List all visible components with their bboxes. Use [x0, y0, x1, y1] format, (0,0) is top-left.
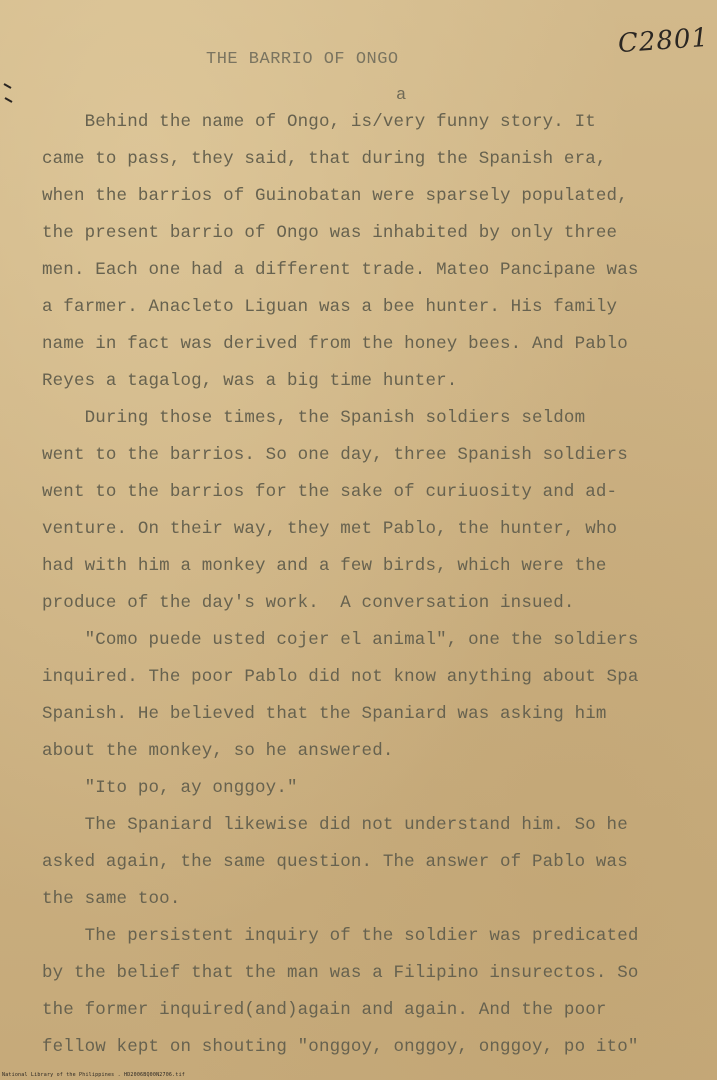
text-line: the former inquired(and)again and again. And the poor: [42, 1000, 607, 1020]
text-line: came to pass, they said, that during the Spanish era,: [42, 149, 607, 169]
scan-footer-label: National Library of the Philippines . HD2006BQ00N2706.tif: [2, 1072, 185, 1078]
text-line: had with him a monkey and a few birds, which were the: [42, 556, 607, 576]
text-line: produce of the day's work. A conversation insued.: [42, 593, 575, 613]
text-line: venture. On their way, they met Pablo, the hunter, who: [42, 519, 618, 539]
text-line: men. Each one had a different trade. Mateo Pancipane was: [42, 260, 639, 280]
margin-ink-mark: [2, 80, 14, 110]
text-line: when the barrios of Guinobatan were sparsely populated,: [42, 186, 628, 206]
handwritten-insertion: a: [396, 86, 407, 105]
text-line: "Como puede usted cojer el animal", one the soldiers: [42, 630, 639, 650]
text-line: asked again, the same question. The answer of Pablo was: [42, 852, 628, 872]
text-line: "Ito po, ay onggoy.": [42, 778, 298, 798]
text-line: inquired. The poor Pablo did not know anything about Spa: [42, 667, 639, 687]
text-line: Spanish. He believed that the Spaniard was asking him: [42, 704, 607, 724]
page-title: THE BARRIO OF ONGO: [206, 50, 399, 69]
text-line: the same too.: [42, 889, 181, 909]
text-line: Reyes a tagalog, was a big time hunter.: [42, 371, 458, 391]
text-line: went to the barrios. So one day, three Spanish soldiers: [42, 445, 628, 465]
text-line: The persistent inquiry of the soldier was predicated: [42, 926, 639, 946]
text-line: a farmer. Anacleto Liguan was a bee hunter. His family: [42, 297, 618, 317]
text-line: went to the barrios for the sake of curiuosity and ad-: [42, 482, 618, 502]
archive-number: C2801: [617, 22, 710, 60]
text-line: During those times, the Spanish soldiers seldom: [42, 408, 586, 428]
text-line: by the belief that the man was a Filipino insurectos. So: [42, 963, 639, 983]
text-line: the present barrio of Ongo was inhabited by only three: [42, 223, 618, 243]
body-text: [42, 104, 682, 1066]
text-line: fellow kept on shouting "onggoy, onggoy, onggoy, po ito": [42, 1037, 639, 1057]
text-line: name in fact was derived from the honey bees. And Pablo: [42, 334, 628, 354]
text-line: about the monkey, so he answered.: [42, 741, 394, 761]
text-line: Behind the name of Ongo, is/very funny story. It: [42, 112, 596, 132]
text-line: The Spaniard likewise did not understand him. So he: [42, 815, 628, 835]
